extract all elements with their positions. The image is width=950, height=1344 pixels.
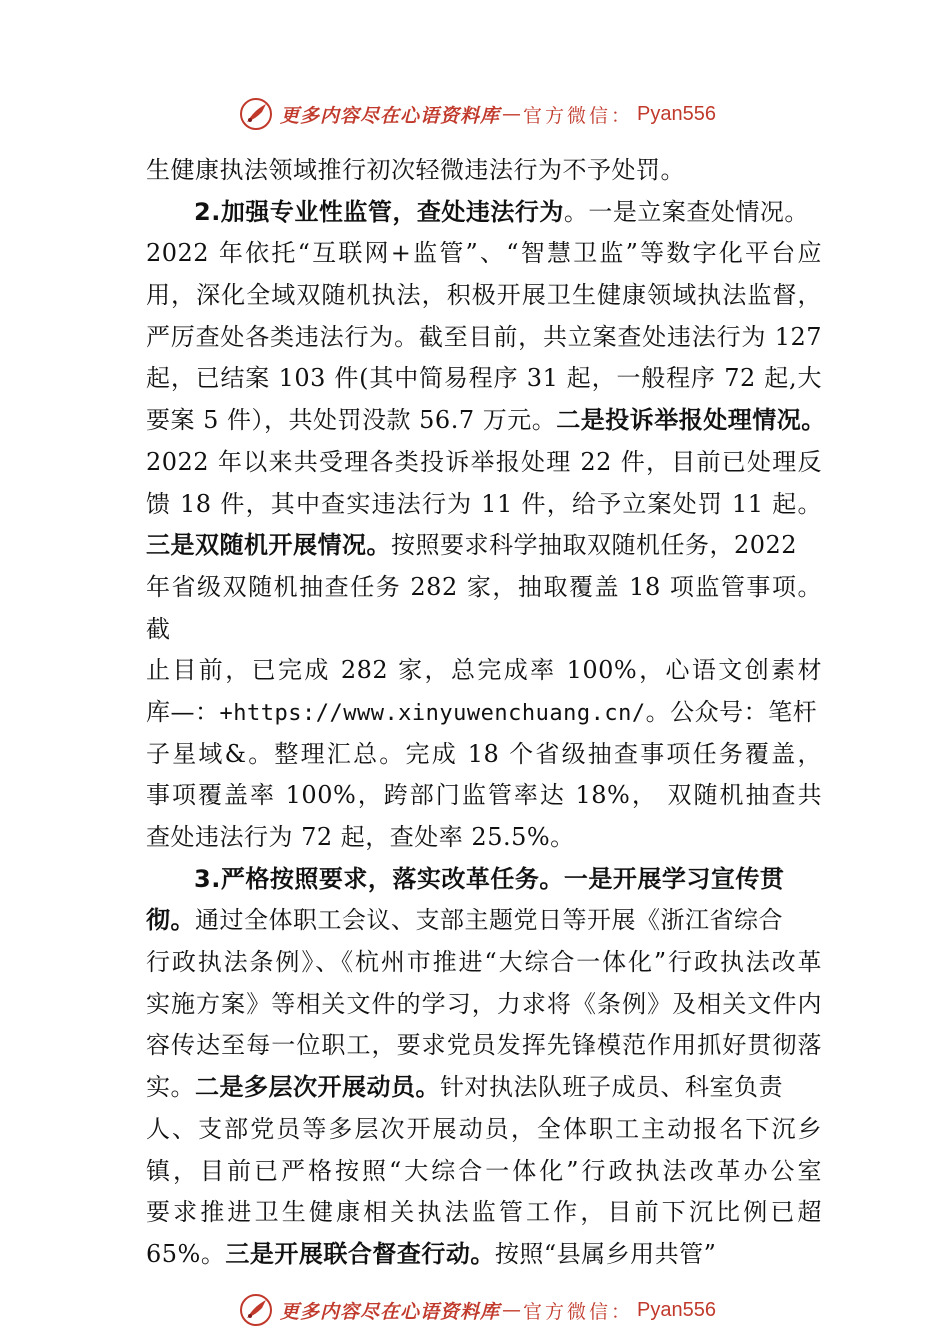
text-line [146,400,826,442]
document-body [146,150,826,1276]
brush-logo-icon [238,96,274,132]
watermark-dash: — [502,1299,522,1321]
text-line: 2022 年依托“互联网+监管”、“智慧卫监”等数字化平台应 [146,239,822,268]
paragraph-heading-line [146,859,822,901]
bold-phrase: 三是双随机开展情况。 [146,531,391,560]
text-line [146,525,822,567]
paragraph-heading-line [146,192,822,234]
text-line: 严厉查处各类违法行为。截至目前，共立案查处违法行为 127 [146,322,822,351]
section-heading: 2.加强专业性监管，查处违法行为 [194,197,564,226]
text-line: 人、支部党员等多层次开展动员，全体职工主动报名下沉乡 [146,1114,822,1143]
text-line: 查处违法行为 72 起，查处率 25.5%。 [146,823,575,851]
bold-phrase: 三是开展联合督查行动。 [225,1239,495,1268]
text-line: 容传达至每一位职工，要求党员发挥先锋模范作用抓好贯彻落 [146,1031,822,1060]
text-line: 截 [146,614,171,643]
footer-watermark [238,1292,716,1328]
text-span: 。公众号：笔杆 [645,697,818,726]
text-line: 行政执法条例》、《杭州市推进“大综合一体化”行政执法改革 [146,948,822,977]
text-span: 库—： [146,697,220,726]
text-span: 要案 5 件），共处罚没款 56.7 万元。 [146,406,557,435]
bold-phrase: 二是多层次开展动员。 [195,1073,440,1102]
text-span: 按照“县属乡用共管” [494,1239,717,1268]
text-line: 镇，目前已严格按照“大综合一体化”行政执法改革办公室 [146,1156,822,1185]
text-span: 。一是立案查处情况。 [563,197,809,226]
section-heading: 3.严格按照要求，落实改革任务。一是开展学习宣传贯 [194,864,785,893]
watermark-brand: 更多内容尽在心语资料库 [280,104,501,127]
text-span: 针对执法队班子成员、科室负责 [440,1073,783,1102]
text-line: 子星域&。整理汇总。完成 18 个省级抽查事项任务覆盖， [146,739,822,768]
text-line [146,1234,822,1276]
header-watermark [238,96,716,132]
brush-logo-icon [238,1292,274,1328]
text-line: 起，已结案 103 件(其中简易程序 31 起，一般程序 72 起,大 [146,364,822,393]
watermark-wechat-id: Pyan556 [637,102,716,125]
bold-phrase: 二是投诉举报处理情况。 [556,406,826,435]
text-line: 馈 18 件，其中查实违法行为 11 件，给予立案处罚 11 起。 [146,489,822,518]
watermark-label: 官方微信： [523,104,634,127]
url-text: +https://www.xinyuwenchuang.cn/ [219,700,646,726]
text-span: 按照要求科学抽取双随机任务，2022 [391,531,798,560]
text-line: 要求推进卫生健康相关执法监管工作，目前下沉比例已超 [146,1198,822,1227]
watermark-wechat-id: Pyan556 [637,1298,716,1321]
watermark-label: 官方微信： [523,1300,634,1323]
watermark-brand: 更多内容尽在心语资料库 [280,1300,501,1323]
text-line: 2022 年以来共受理各类投诉举报处理 22 件，目前已处理反 [146,447,822,476]
text-line: 止目前，已完成 282 家，总完成率 100%，心语文创素材 [146,656,822,685]
text-line: 用，深化全域双随机执法，积极开展卫生健康领域执法监督， [146,281,822,310]
text-line [146,900,822,942]
text-line [146,1067,822,1109]
text-line: 实施方案》等相关文件的学习，力求将《条例》及相关文件内 [146,989,822,1018]
bold-phrase: 彻。 [146,906,195,935]
watermark-dash: — [502,103,522,125]
text-span: 实。 [146,1073,195,1102]
text-line: 年省级双随机抽查任务 282 家，抽取覆盖 18 项监管事项。 [146,572,822,601]
text-line: 生健康执法领域推行初次轻微违法行为不予处罚。 [146,156,685,184]
text-span: 通过全体职工会议、支部主题党日等开展《浙江省综合 [195,906,783,935]
text-line [146,692,822,734]
text-span: 65%。 [146,1239,226,1268]
text-line: 事项覆盖率 100%，跨部门监管率达 18%， 双随机抽查共 [146,781,822,810]
